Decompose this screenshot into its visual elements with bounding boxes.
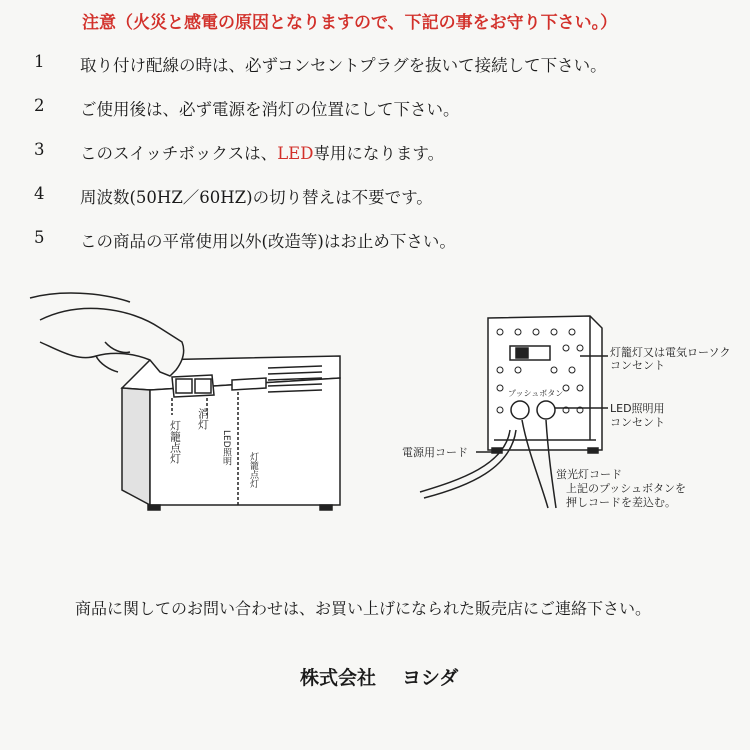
label-fluorescent-line1: 蛍光灯コード <box>556 468 622 481</box>
switch-box-illustration <box>30 293 340 510</box>
company-type: 株式会社 <box>300 667 377 689</box>
item-text-pre: このスイッチボックスは、 <box>80 144 278 163</box>
item-text: 取り付け配線の時は、必ずコンセントプラグを抜いて接続して下さい。 <box>80 56 607 75</box>
item-text-post: 専用になります。 <box>313 144 445 163</box>
footer-contact-note: 商品に関してのお問い合わせは、お買い上げになられた販売店にご連絡下さい。 <box>75 599 652 618</box>
item-number: 3 <box>34 140 45 159</box>
company-name <box>300 663 484 690</box>
label-shoutou: 消灯 <box>196 408 210 430</box>
notice-heading: 注意（火災と感電の原因となりますので、下記の事をお守り下さい。） <box>82 13 618 33</box>
illustration-area <box>0 280 750 540</box>
label-led-outlet-line2: コンセント <box>610 416 665 429</box>
label-push-button: プッシュボタン <box>508 389 564 398</box>
label-fluorescent-line3: 押しコードを差込む。 <box>566 496 676 509</box>
label-outlet-line2: コンセント <box>610 359 665 372</box>
label-outlet-line1: 灯籠灯又は電気ローソク <box>610 346 731 359</box>
label-tourou-ten: 灯籠点灯 <box>168 420 182 464</box>
item-text <box>80 140 444 164</box>
label-fluorescent-line2: 上記のプッシュボタンを <box>566 482 687 495</box>
label-led-shoumei: LED照明 <box>221 430 231 466</box>
label-power-cord: 電源用コード <box>402 446 468 459</box>
item-text: この商品の平常使用以外(改造等)はお止め下さい。 <box>80 232 456 251</box>
item-number: 4 <box>34 184 45 203</box>
label-tourou-ten-2: 灯籠点灯 <box>248 452 258 488</box>
item-number: 5 <box>34 228 45 247</box>
item-text: 周波数(50HZ／60HZ)の切り替えは不要です。 <box>80 188 433 207</box>
company-brand: ヨシダ <box>402 667 459 689</box>
item-text: ご使用後は、必ず電源を消灯の位置にして下さい。 <box>80 100 460 119</box>
item-number: 1 <box>34 52 45 71</box>
item-number: 2 <box>34 96 45 115</box>
label-led-outlet-line1: LED照明用 <box>610 402 665 415</box>
led-highlight: LED <box>277 144 314 163</box>
